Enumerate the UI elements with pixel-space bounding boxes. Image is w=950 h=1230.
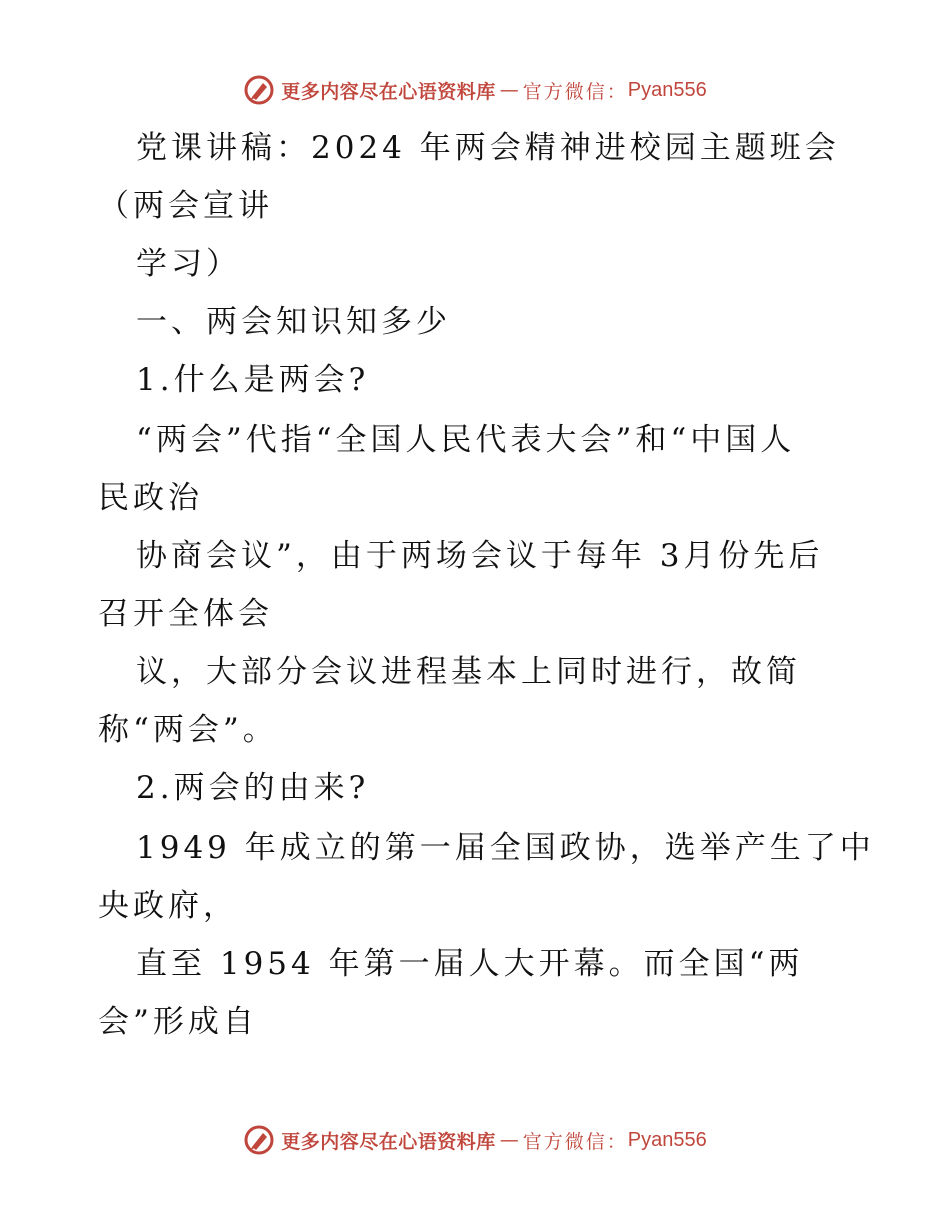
paragraph-line: “两会”代指“全国人民代表大会”和“中国人 — [136, 422, 796, 458]
header-banner — [0, 70, 950, 110]
paragraph-line: 协商会议”，由于两场会议于每年 3月份先后 — [136, 538, 824, 574]
paragraph-line: 民政治 — [98, 480, 203, 516]
footer-banner-dash: — — [499, 1129, 519, 1151]
header-wechat-id: Pyan556 — [627, 78, 707, 101]
header-banner-dash: — — [499, 79, 519, 101]
subheading-2: 2.两会的由来? — [136, 770, 370, 806]
subheading-1: 1.什么是两会? — [136, 362, 370, 398]
paragraph-line: 议，大部分会议进程基本上同时进行，故简 — [136, 654, 801, 690]
footer-banner — [0, 1120, 950, 1160]
paragraph-line: 召开全体会 — [98, 596, 273, 632]
paragraph-line: 直至 1954 年第一届人大开幕。而全国“两 — [136, 946, 804, 982]
pen-nib-logo-icon — [243, 74, 275, 106]
paragraph-line: 1949 年成立的第一届全国政协，选举产生了中 — [136, 830, 875, 866]
pen-nib-logo-icon — [243, 1124, 275, 1156]
footer-wechat-label: 官方微信： — [522, 1130, 628, 1153]
footer-wechat-id: Pyan556 — [627, 1128, 707, 1151]
document-title-line-2: （两会宣讲 — [98, 188, 273, 224]
paragraph-line: 会”形成自 — [98, 1004, 258, 1040]
paragraph-line: 称“两会”。 — [98, 712, 278, 748]
paragraph-line: 央政府， — [98, 888, 238, 924]
header-wechat-label: 官方微信： — [522, 80, 628, 103]
document-title-line-3: 学习） — [136, 246, 241, 282]
document-title-line-1: 党课讲稿：2024 年两会精神进校园主题班会 — [136, 130, 840, 166]
footer-banner-text: 更多内容尽在心语资料库 — [281, 1130, 496, 1153]
section-heading: 一、两会知识知多少 — [136, 304, 451, 340]
header-banner-text: 更多内容尽在心语资料库 — [281, 80, 496, 103]
